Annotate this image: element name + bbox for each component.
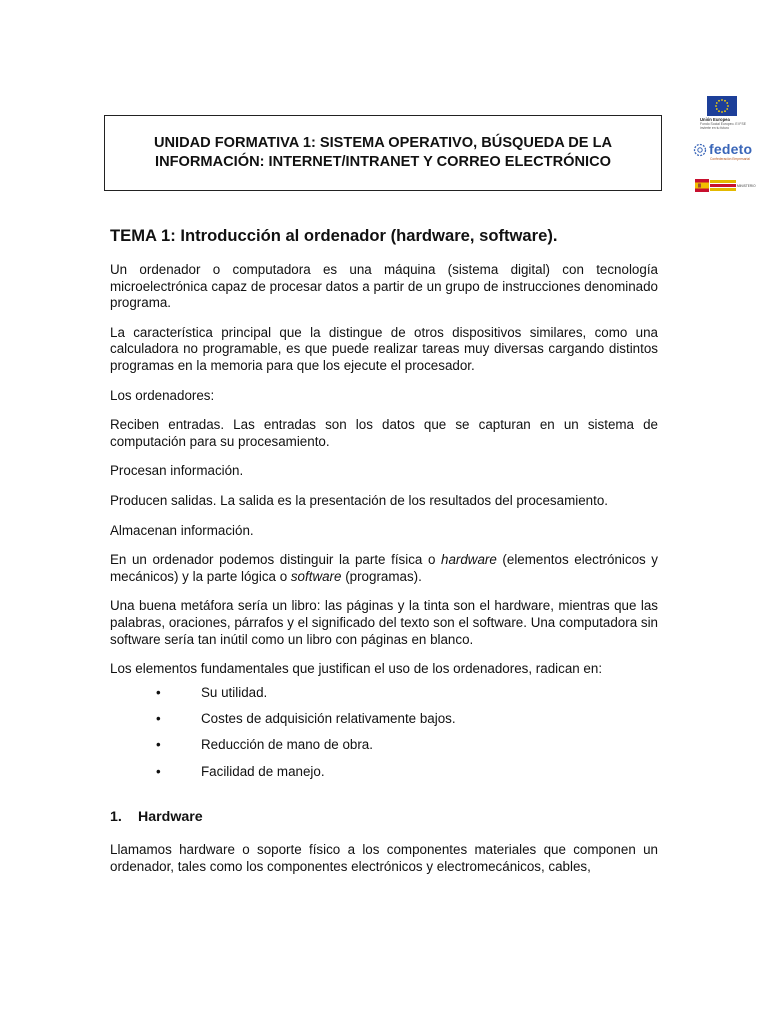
list-item — [110, 685, 658, 711]
eu-flag-icon — [707, 96, 737, 116]
eu-logo — [700, 96, 750, 132]
document-body — [110, 226, 658, 889]
paragraph-definition: Un ordenador o computadora es una máquina (sistema digital) con tecnología microelectrónica capaz de procesar datos a partir de un grupo de instrucciones denominado programa. — [110, 262, 658, 311]
section-heading-hardware — [110, 809, 658, 826]
fedeto-logo — [693, 142, 755, 164]
spain-shield-icon — [695, 179, 709, 192]
paragraph-elements-intro: Los elementos fundamentales que justifican el uso de los ordenadores, radican en: — [110, 661, 603, 677]
software-term: software — [290, 568, 342, 584]
spain-text: MINISTERIO — [737, 184, 756, 188]
hardware-term: hardware — [441, 552, 497, 568]
bullet-icon: • — [156, 763, 161, 779]
unit-header-box — [104, 115, 662, 191]
fedeto-subtitle: Confederación Empresarial — [710, 157, 750, 161]
list-item — [110, 737, 658, 763]
tema-title: TEMA 1: Introducción al ordenador (hardware, software). — [110, 226, 558, 245]
paragraph-metaphor: Una buena metáfora sería un libro: las páginas y la tinta son el hardware, mientras que las palabras, oraciones, párrafos y el significado del texto son el software. Una computadora sin software sería tan inútil como un libro con páginas en blanco. — [110, 598, 658, 647]
paragraph-ordenadores-intro: Los ordenadores: — [110, 387, 215, 403]
feature-list — [110, 685, 658, 790]
bullet-icon: • — [156, 737, 161, 753]
list-item — [110, 711, 658, 737]
list-item-text: Reducción de mano de obra. — [201, 737, 373, 753]
bullet-icon: • — [156, 710, 161, 726]
bullet-icon: • — [156, 684, 161, 700]
text-segment: En un ordenador podemos distinguir la parte física o — [110, 552, 441, 568]
spain-bars-icon — [710, 180, 736, 191]
list-item — [110, 764, 658, 790]
paragraph-hardware-definition: Llamamos hardware o soporte físico a los componentes materiales que componen un ordenador, tales como los componentes electrónicos y electromecánicos, cables, — [110, 842, 658, 875]
text-segment: (programas). — [341, 568, 422, 584]
unit-title-line1: UNIDAD FORMATIVA 1: SISTEMA OPERATIVO, BÚSQUEDA DE LA — [153, 135, 613, 151]
list-item-text: Su utilidad. — [201, 684, 268, 700]
eu-subtitle: Fondo Social Europeo. El FSE invierte en tu futuro — [700, 122, 746, 130]
section-title: Hardware — [138, 808, 203, 825]
paragraph-almacenan: Almacenan información. — [110, 522, 254, 538]
paragraph-hardware-software — [110, 552, 658, 585]
unit-title-line2: INFORMACIÓN: INTERNET/INTRANET Y CORREO ELECTRÓNICO — [155, 154, 611, 170]
eu-title: Unión Europea — [700, 117, 730, 122]
paragraph-procesan: Procesan información. — [110, 463, 244, 479]
fedeto-mark-icon — [693, 143, 707, 157]
spain-ministry-logo — [695, 178, 755, 194]
paragraph-salidas: Producen salidas. La salida es la presentación de los resultados del procesamiento. — [110, 492, 608, 508]
paragraph-entradas: Reciben entradas. Las entradas son los datos que se capturan en un sistema de computación para su procesamiento. — [110, 417, 658, 449]
paragraph-main-feature: La característica principal que la distingue de otros dispositivos similares, como una calculadora no programable, es que puede realizar tareas muy diversas cargando distintos programas en la memoria para que los ejecute el procesador. — [110, 324, 658, 373]
list-item-text: Facilidad de manejo. — [201, 763, 325, 779]
text-segment: (elementos electrónicos y mecánicos) y la parte lógica o — [110, 552, 658, 584]
list-item-text: Costes de adquisición relativamente bajos. — [201, 710, 456, 726]
fedeto-name: fedeto — [709, 141, 753, 157]
section-number: 1. — [110, 808, 122, 825]
